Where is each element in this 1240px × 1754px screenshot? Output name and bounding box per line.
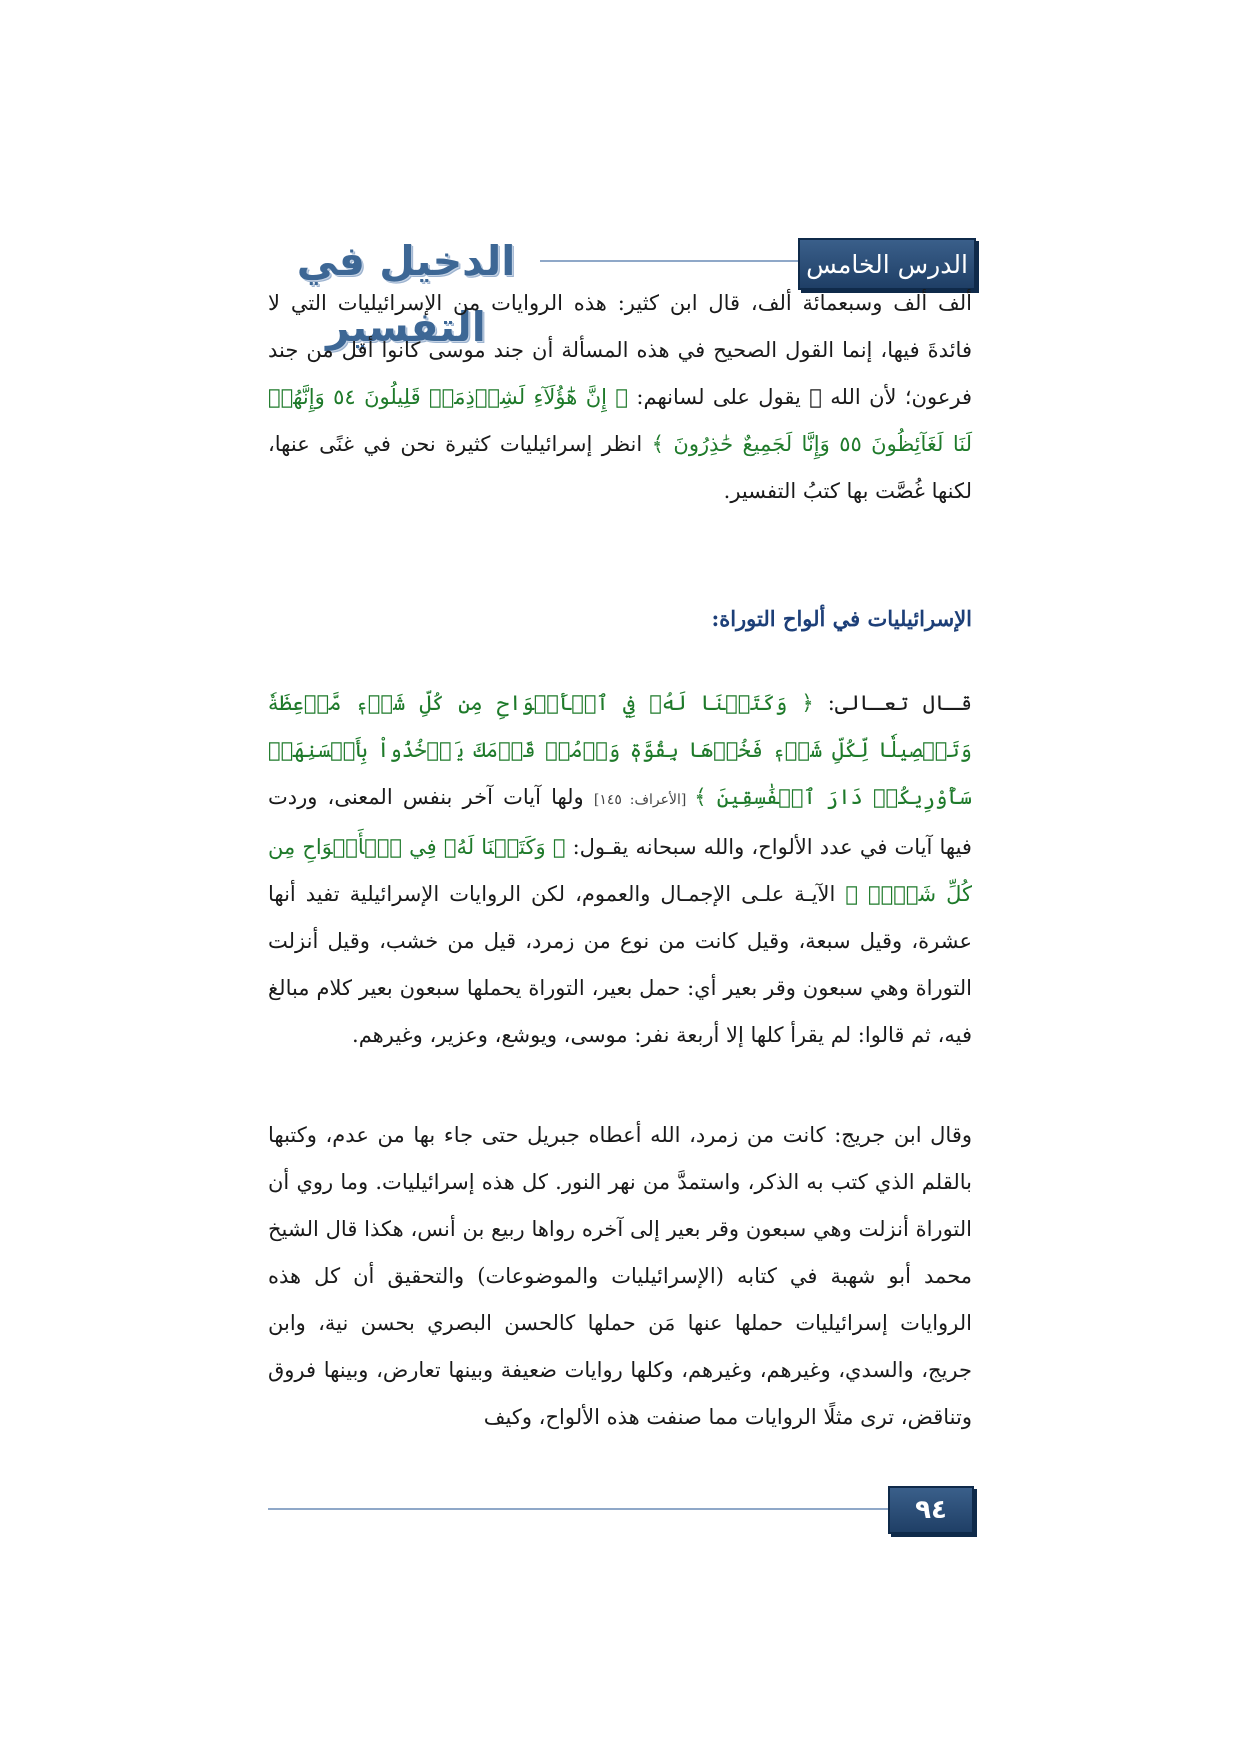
quran-bracket-open: ﴿	[801, 691, 814, 715]
paragraph-1-text-b: انظر إسرائيليات كثيرة نحن في غنًى عنها، لكنها غُصَّت بها كتبُ التفسير.	[268, 432, 972, 503]
book-title: الدخيل في التفسير	[296, 237, 516, 351]
header-divider	[540, 260, 798, 262]
paragraph-2-text-b: ولها آيات آخر بنفس المعنى، وردت فيها آيات في عدد الألواح، والله سبحانه يقـول:	[268, 785, 972, 859]
quran-bracket-open: ﴿	[615, 385, 628, 409]
paragraph-2-text-a: قـال تعـالى:	[813, 691, 973, 715]
quran-bracket-close: ﴾	[694, 785, 707, 809]
paragraph-2-text-c: الآيـة علـى الإجمـال والعموم، لكن الروايات الإسرائيلية تفيد أنها عشرة، وقيل سبعة، وقيل كانت من نوع من زمرد، قيل من خشب، وقيل أنزلت التوراة وهي سبعون وقر بعير أي: حمل بعير، التوراة يحملها سبعون بعير كلام مبالغ فيه، ثم قالوا: لم يقرأ كلها إلا أربعة نفر: موسى، ويوشع، وعزير، وغيرهم.	[268, 882, 973, 1047]
quran-verse: وَكَتَبۡنَا لَهُۥ فِي ٱلۡأَلۡوَاحِ مِن كُلِّ شَيۡءٖ مَّوۡعِظَةٗ وَتَفۡصِيلٗا لِّكُلِّ شَيۡءٖ فَخُذۡهَا بِقُوَّةٖ وَأۡمُرۡ قَوۡمَكَ يَأۡخُذُواْ بِأَحۡسَنِهَاۚ سَأُوْرِيكُمۡ دَارَ ٱلۡفَٰسِقِينَ	[268, 691, 972, 809]
paragraph-1	[268, 280, 972, 515]
lesson-label: الدرس الخامس	[806, 249, 968, 279]
quran-verse: إِنَّ هَٰٓؤُلَآءِ لَشِرۡذِمَةٞ قَلِيلُونَ ٥٤ وَإِنَّهُمۡ لَنَا لَغَآئِظُونَ ٥٥ وَإِنَّا لَجَمِيعٌ حَٰذِرُونَ	[268, 385, 972, 456]
quran-bracket-close: ﴾	[651, 432, 664, 456]
paragraph-3	[268, 1112, 972, 1441]
footer-divider	[268, 1508, 888, 1510]
section-heading: الإسرائيليات في ألواح التوراة:	[711, 606, 972, 631]
page-number-box	[888, 1486, 974, 1534]
paragraph-1-text	[268, 280, 972, 515]
paragraph-2-text	[268, 680, 972, 1059]
quran-bracket-open: ﴿	[552, 835, 566, 859]
paragraph-2	[268, 680, 972, 1059]
quran-bracket-close: ﴾	[845, 882, 859, 906]
paragraph-1-text-a: ألف ألف وسبعمائة ألف، قال ابن كثير: هذه الروايات من الإسرائيليات التي لا فائدةَ فيها، إنما القول الصحيح في هذه المسألة أن جند موسى كانوا أقل من جند فرعون؛ لأن الله ﷻ يقول على لسانهم:	[268, 291, 972, 409]
paragraph-3-text: وقال ابن جريج: كانت من زمرد، الله أعطاه جبريل حتى جاء بها من عدم، وكتبها بالقلم الذي كتب به الذكر، واستمدَّ من نهر النور. كل هذه إسرائيليات. وما روي أن التوراة أنزلت وهي سبعون وقر بعير إلى آخره رواها ربيع بن أنس، هكذا قال الشيخ محمد أبو شهبة في كتابه (الإسرائيليات والموضوعات) والتحقيق أن كل هذه الروايات إسرائيليات حملها عنها مَن حملها كالحسن البصري بحسن نية، وابن جريج، والسدي، وغيرهم، وغيرهم، وكلها روايات ضعيفة وبينها تعارض، وبينها فروق وتناقض، ترى مثلًا الروايات مما صنفت هذه الألواح، وكيف	[268, 1123, 972, 1429]
verse-reference: [الأعراف: ١٤٥]	[593, 792, 695, 808]
page-number: ٩٤	[915, 1495, 947, 1525]
quran-verse: وَكَتَبۡنَا لَهُۥ فِي ٱلۡأَلۡوَاحِ مِن كُلِّ شَيۡءٖ	[268, 835, 972, 906]
